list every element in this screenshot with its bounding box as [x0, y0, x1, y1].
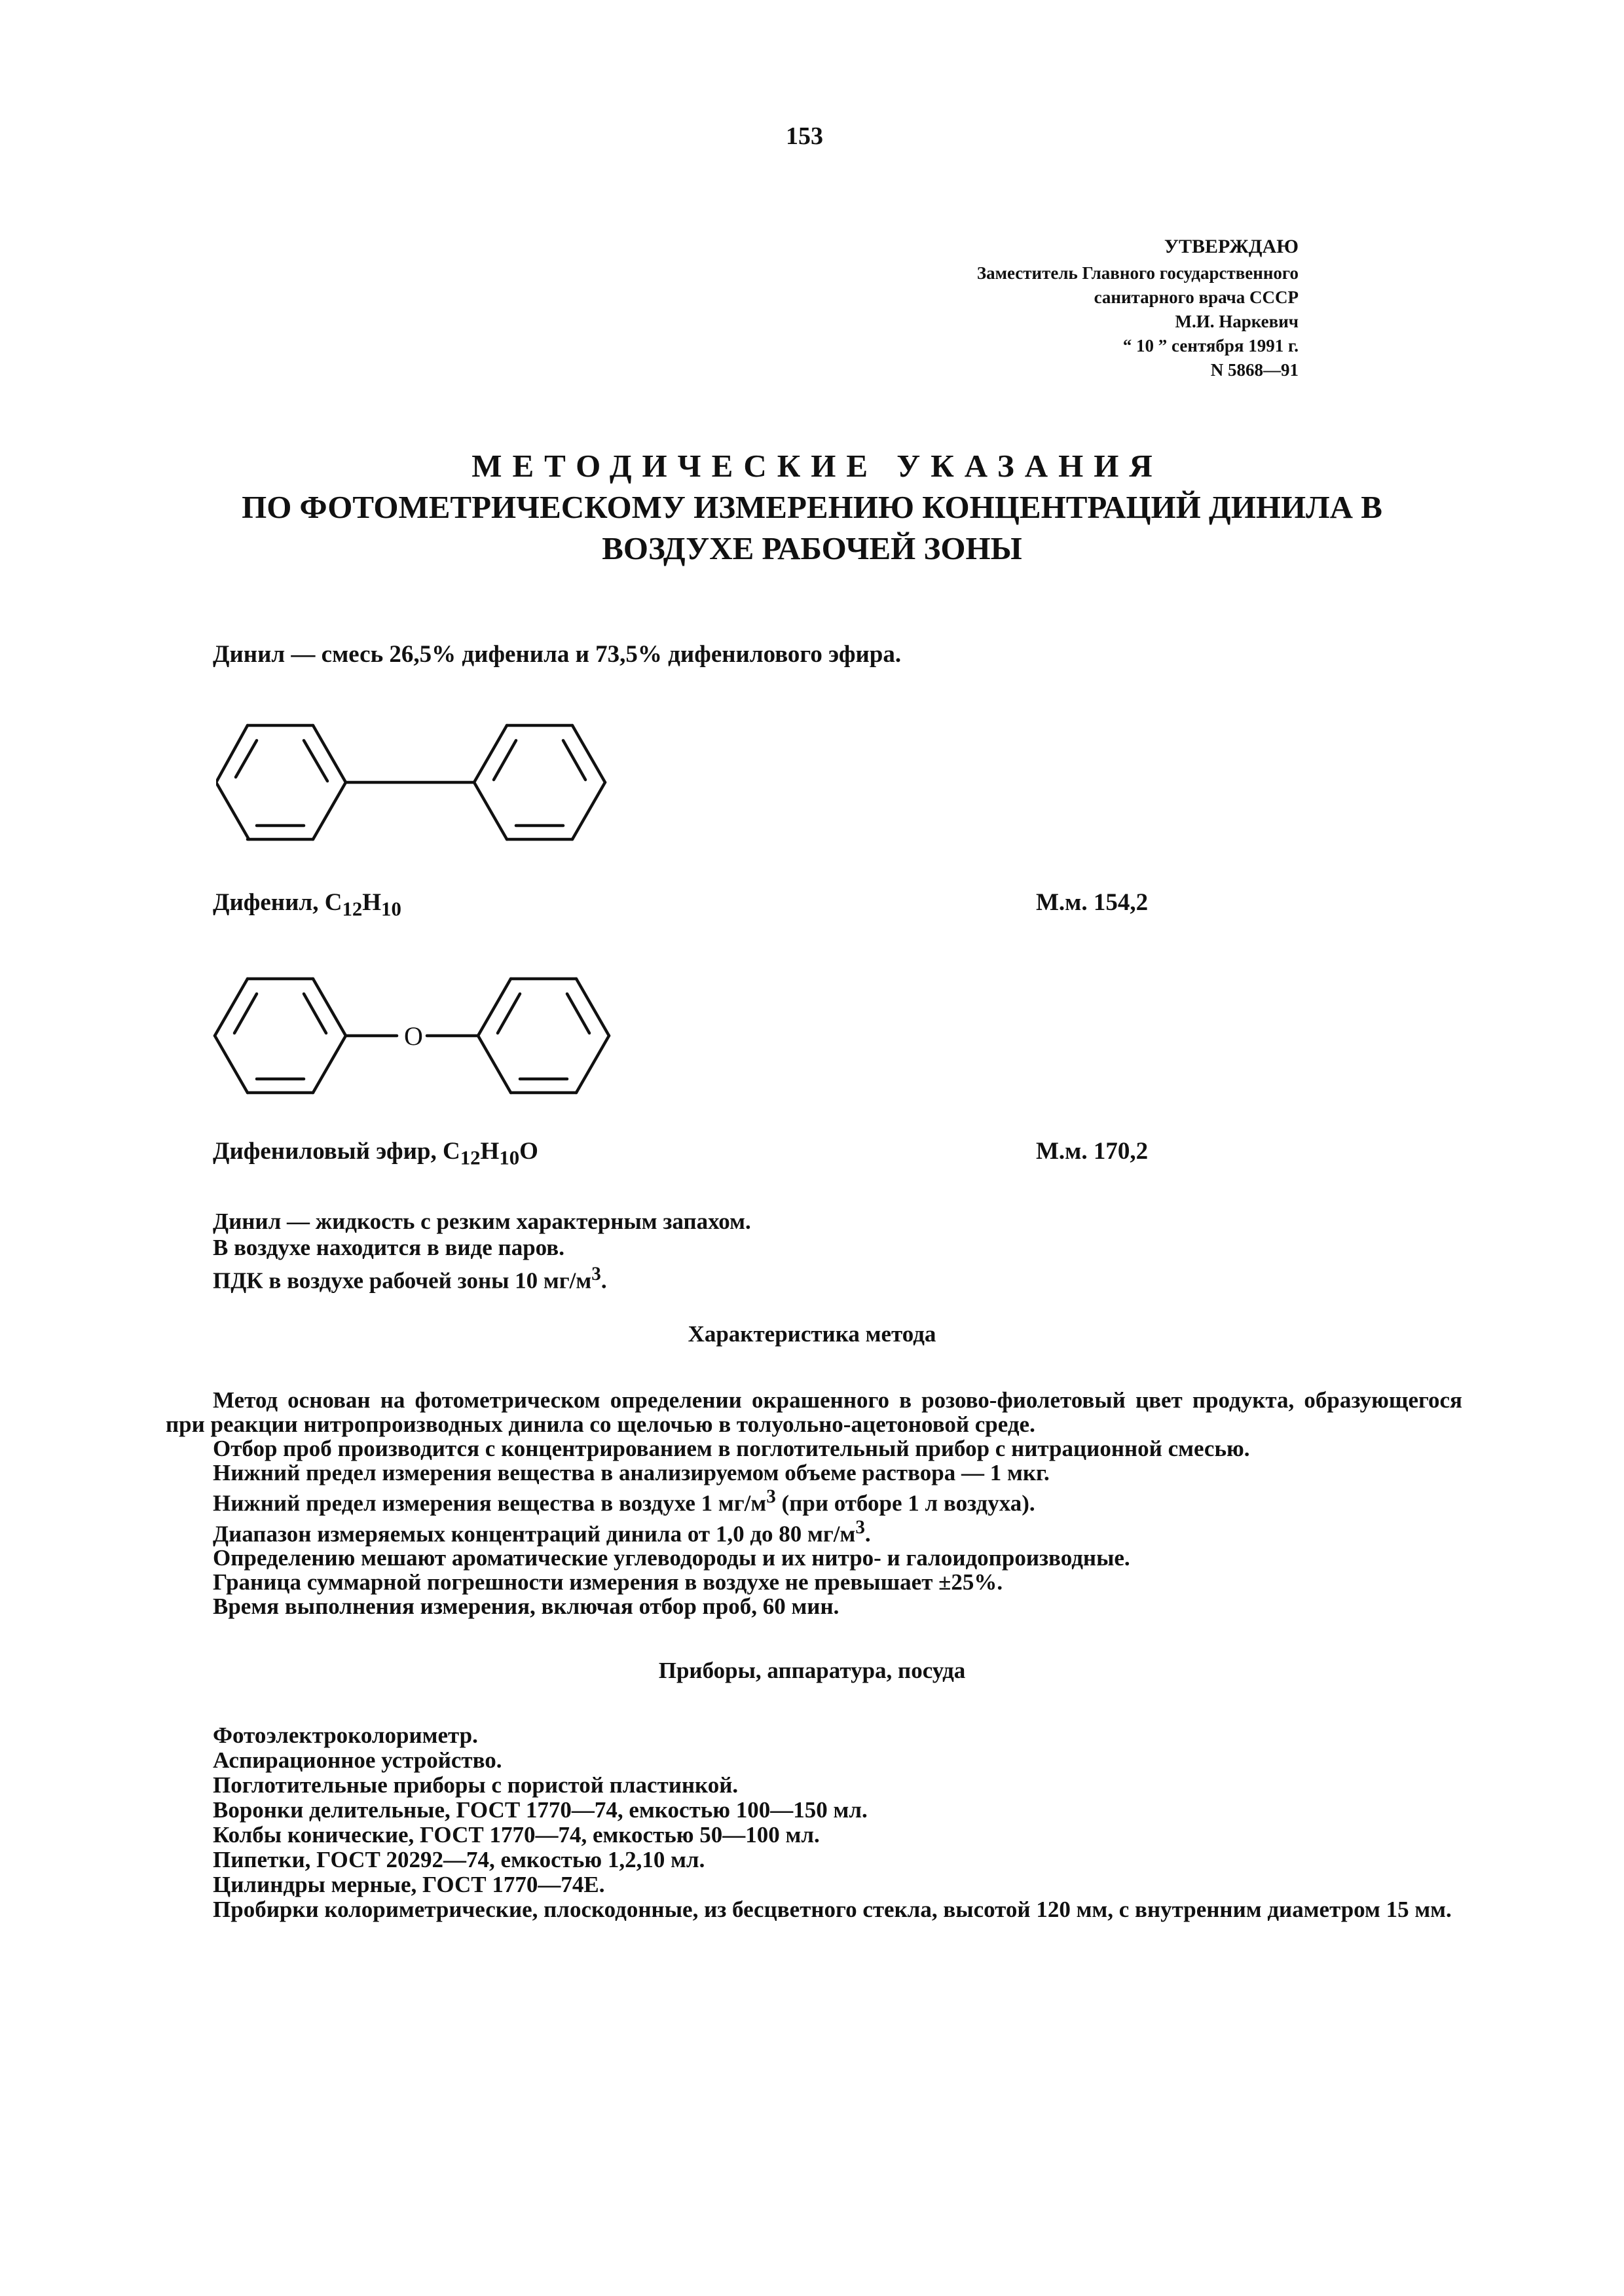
method-paragraph: Нижний предел измерения вещества в анализируемом объеме раствора — 1 мкг. — [213, 1460, 1050, 1485]
title-line-2: ПО ФОТОМЕТРИЧЕСКОМУ ИЗМЕРЕНИЮ КОНЦЕНТРАЦИЙ ДИНИЛА В — [242, 489, 1382, 525]
formula-element: C — [324, 889, 342, 916]
approval-line-organization: санитарного врача СССР — [1094, 287, 1299, 307]
formula-subscript: 12 — [460, 1146, 481, 1169]
method-superscript: 3 — [855, 1516, 865, 1538]
document-title — [0, 445, 1624, 569]
formula-subscript: 12 — [342, 898, 363, 920]
equipment-item: Аспирационное устройство. — [213, 1747, 502, 1773]
pdk-tail: . — [600, 1267, 607, 1294]
compound-name-biphenyl — [213, 888, 401, 920]
formula-element: H — [480, 1138, 500, 1165]
biphenyl-structure — [216, 704, 622, 861]
equipment-item: Пробирки колориметрические, плоскодонные, из бесцветного стекла, высотой 120 мм, с внутренним диаметром 15 мм. — [213, 1897, 1452, 1922]
section-heading-method: Характеристика метода — [688, 1321, 936, 1347]
property-line: Динил — жидкость с резким характерным запахом. — [213, 1209, 751, 1234]
diphenyl-ether-structure — [208, 957, 627, 1114]
compound-mass-biphenyl: М.м. 154,2 — [1036, 889, 1149, 916]
formula-element: H — [362, 889, 382, 916]
oxygen-atom-label: O — [404, 1021, 423, 1051]
method-section — [166, 1388, 1462, 1618]
equipment-item: Пипетки, ГОСТ 20292—74, емкостью 1,2,10 мл. — [213, 1847, 705, 1872]
equipment-item: Цилиндры мерные, ГОСТ 1770—74Е. — [213, 1872, 605, 1897]
equipment-item: Поглотительные приборы с пористой пластинкой. — [213, 1772, 739, 1798]
method-paragraph: Определению мешают ароматические углеводороды и их нитро- и галоидопроизводные. — [213, 1545, 1130, 1571]
formula-subscript: 10 — [381, 898, 401, 920]
compound-name-text: Дифениловый эфир, — [213, 1138, 443, 1165]
method-paragraph: Граница суммарной погрешности измерения в воздухе не превышает ±25%. — [213, 1569, 1003, 1595]
pdk-line — [213, 1261, 751, 1294]
approval-line-date: “ 10 ” сентября 1991 г. — [1122, 336, 1299, 355]
property-line: В воздухе находится в виде паров. — [213, 1235, 564, 1260]
properties-block — [213, 1209, 751, 1294]
method-paragraph: Время выполнения измерения, включая отбор проб, 60 мин. — [213, 1594, 840, 1620]
pdk-superscript: 3 — [591, 1264, 601, 1285]
method-superscript: 3 — [766, 1486, 776, 1507]
approval-line-number: N 5868—91 — [1210, 360, 1299, 380]
method-paragraph — [166, 1485, 1462, 1516]
pdk-text: ПДК в воздухе рабочей зоны 10 мг/м — [213, 1267, 592, 1294]
method-text: . — [864, 1521, 871, 1547]
method-text: Нижний предел измерения вещества в воздухе 1 мг/м — [213, 1490, 767, 1516]
approval-line-signatory: М.И. Наркевич — [1175, 312, 1299, 331]
title-line-1: МЕТОДИЧЕСКИЕ УКАЗАНИЯ — [471, 448, 1163, 484]
approval-block — [977, 234, 1299, 382]
equipment-list — [166, 1723, 1462, 1922]
approval-stamp: УТВЕРЖДАЮ — [1164, 236, 1299, 257]
formula-subscript: 10 — [499, 1146, 520, 1169]
intro-text: Динил — смесь 26,5% дифенила и 73,5% дифенилового эфира. — [213, 641, 902, 668]
compound-name-text: Дифенил, — [213, 889, 325, 916]
formula-element: C — [442, 1138, 460, 1165]
title-line-3: ВОЗДУХЕ РАБОЧЕЙ ЗОНЫ — [602, 530, 1022, 566]
formula-element: O — [519, 1138, 538, 1165]
method-paragraph: Метод основан на фотометрическом определении окрашенного в розово-фиолетовый цвет продукта, образующегося при реакции нитропроизводных динила со щелочью в толуольно-ацетоновой среде. — [166, 1387, 1462, 1437]
method-text: (при отборе 1 л воздуха). — [775, 1490, 1035, 1516]
method-paragraph: Отбор проб производится с концентрированием в поглотительный прибор с нитрационной смесью. — [213, 1436, 1250, 1461]
equipment-item: Фотоэлектроколориметр. — [213, 1722, 478, 1748]
compound-name-diphenyl-ether — [213, 1137, 538, 1169]
equipment-item: Воронки делительные, ГОСТ 1770—74, емкостью 100—150 мл. — [213, 1797, 868, 1823]
section-heading-equipment: Приборы, аппаратура, посуда — [658, 1658, 966, 1683]
compound-mass-diphenyl-ether: М.м. 170,2 — [1036, 1138, 1149, 1165]
page-number: 153 — [786, 122, 823, 150]
approval-line-position: Заместитель Главного государственного — [976, 263, 1299, 283]
equipment-item: Колбы конические, ГОСТ 1770—74, емкостью 50—100 мл. — [213, 1822, 820, 1848]
method-paragraph — [166, 1516, 1462, 1546]
method-text: Диапазон измеряемых концентраций динила от 1,0 до 80 мг/м — [213, 1521, 856, 1547]
